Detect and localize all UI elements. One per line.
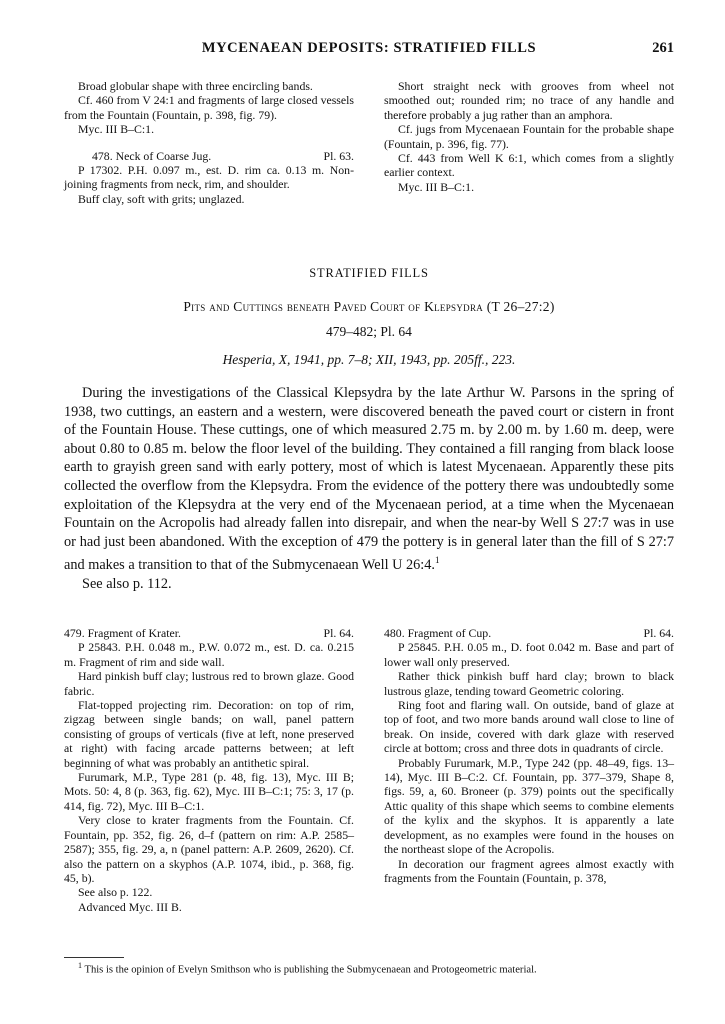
paragraph: P 25845. P.H. 0.05 m., D. foot 0.042 m. Base and part of lower wall only preserved. <box>384 640 674 669</box>
entry-480-heading <box>384 626 674 640</box>
footnote <box>64 961 674 976</box>
paragraph: Probably Furumark, M.P., Type 242 (pp. 48–49, figs. 13–14), Myc. III B–C:2. Cf. Fountain, pp. 377–379, Shape 8, figs. 59, a, 60. Broneer (p. 379) points out the specifically Attic quality of this shape which seems to combine elements of the kylix and the skyphos. It is apparently a late development, as no examples were found in the houses on the northeast slope of the Acropolis. <box>384 755 674 857</box>
paragraph: Cf. jugs from Mycenaean Fountain for the probable shape (Fountain, p. 396, fig. 77). <box>384 122 674 151</box>
paragraph: Buff clay, soft with grits; unglazed. <box>78 191 245 206</box>
intro-paragraph-text: During the investigations of the Classical Klepsydra by the late Arthur W. Parsons in the spring of 1938, two cuttings, an eastern and a western, were discovered beneath the paved court or cistern in front of the Fountain House. These cuttings, one of which measured 2.75 m. by 2.00 m. by 1.60 m. deep, were about 0.80 to 0.85 m. below the floor level of the building. They contained a fill ranging from black loose earth to grayish green sand with early pottery, most of which is latest Mycenaean. Apparently these pits collected the overflow from the Klepsydra. From the evidence of the pottery there was undoubtedly some exploitation of the Klepsydra at the very end of the Mycenaean period, at a time when the Mycenaean Fountain on the Acropolis had already fallen into disrepair, and when the near-by Well S 27:7 was in use or had just been abandoned. With the exception of 479 the pottery is in general later than the fill of S 27:7 and makes a transition to that of the Submycenaean Well U 26:4. <box>64 385 674 574</box>
reference-text: Hesperia, X, 1941, pp. 7–8; XII, 1943, pp. 205ff., 223. <box>222 352 516 367</box>
section-title: STRATIFIED FILLS <box>309 266 429 280</box>
paragraph: Flat-topped projecting rim. Decoration: on top of rim, zigzag between single bands; on wall, panel pattern consisting of groups of verticals (five at left, none preserved at right) with facing arcade patterns between; at left beginning of what was probably an antithetic spiral. <box>64 698 354 770</box>
paragraph: Myc. III B–C:1. <box>398 179 475 194</box>
footnote-text: This is the opinion of Evelyn Smithson who is publishing the Submycenaean and Protogeometric material. <box>84 964 537 976</box>
paragraph: Rather thick pinkish buff hard clay; brown to black lustrous glaze, tending toward Geometric coloring. <box>384 669 674 698</box>
catalogue-range: 479–482; Pl. 64 <box>326 324 412 339</box>
bibliography-reference <box>64 352 674 368</box>
paragraph: Cf. 460 from V 24:1 and fragments of large closed vessels from the Fountain (Fountain, p. 398, fig. 79). <box>64 93 354 122</box>
footnote-number: 1 <box>78 961 82 970</box>
paragraph: In decoration our fragment agrees almost exactly with fragments from the Fountain (Fountain, p. 378, <box>384 856 674 885</box>
plate-reference: Pl. 63. <box>323 148 354 163</box>
entry-478-heading <box>64 149 354 163</box>
plate-reference: Pl. 64. <box>643 626 674 640</box>
footnote-rule <box>64 957 124 958</box>
paragraph: Furumark, M.P., Type 281 (p. 48, fig. 13), Myc. III B; Mots. 50: 4, 8 (p. 363, fig. 62), Myc. III B–C:1; 75: 3, 17 (p. 414, fig. 72), Myc. III B–C:1. <box>64 770 354 813</box>
paragraph: Advanced Myc. III B. <box>78 899 182 914</box>
page-number: 261 <box>652 40 674 56</box>
paragraph: See also p. 122. <box>78 885 153 900</box>
intro-paragraph <box>64 384 674 575</box>
entry-479-heading <box>64 626 354 640</box>
entry-480 <box>384 626 674 885</box>
running-header <box>64 40 674 62</box>
entry-title: 479. Fragment of Krater. <box>64 626 181 640</box>
paragraph: Ring foot and flaring wall. On outside, band of glaze at top of foot, and two more bands around wall close to line of break. On inside, covered with dark glaze with reserved circle at bottom; cross and three dots in quadrants of circle. <box>384 698 674 756</box>
paragraph: Cf. 443 from Well K 6:1, which comes from a slightly earlier context. <box>384 151 674 180</box>
paragraph: Very close to krater fragments from the Fountain. Cf. Fountain, pp. 352, fig. 26, d–f (pattern on rim: A.P. 2585–2587); 355, fig. 29, a, n (panel pattern: A.P. 2609, 2620). Cf. also the pattern on a skyphos (A.P. 1074, ibid., p. 368, fig. 45, b). <box>64 813 354 885</box>
paragraph: Short straight neck with grooves from wheel not smoothed out; rounded rim; no trace of any handle and therefore probably a jug rather than an amphora. <box>384 79 674 122</box>
paragraph: P 17302. P.H. 0.097 m., est. D. rim ca. 0.13 m. Non-joining fragments from neck, rim, and shoulder. <box>64 163 354 192</box>
running-title: MYCENAEAN DEPOSITS: STRATIFIED FILLS <box>201 40 537 56</box>
top-left-column <box>64 79 354 206</box>
paragraph: Broad globular shape with three encircling bands. <box>78 79 313 93</box>
top-right-column <box>384 79 674 194</box>
paragraph: P 25843. P.H. 0.048 m., P.W. 0.072 m., est. D. ca. 0.215 m. Fragment of rim and side wall. <box>64 640 354 669</box>
section-subtitle: Pits and Cuttings beneath Paved Court of Klepsydra (T 26–27:2) <box>183 299 555 314</box>
intro-text <box>64 384 674 593</box>
entry-479 <box>64 626 354 914</box>
see-also: See also p. 112. <box>82 575 172 592</box>
entry-title: 480. Fragment of Cup. <box>384 626 492 640</box>
paragraph: Myc. III B–C:1. <box>78 122 155 137</box>
entry-title: 478. Neck of Coarse Jug. <box>92 148 212 163</box>
plate-reference: Pl. 64. <box>323 626 354 640</box>
footnote-marker[interactable]: 1 <box>435 555 440 566</box>
paragraph: Hard pinkish buff clay; lustrous red to brown glaze. Good fabric. <box>64 669 354 698</box>
